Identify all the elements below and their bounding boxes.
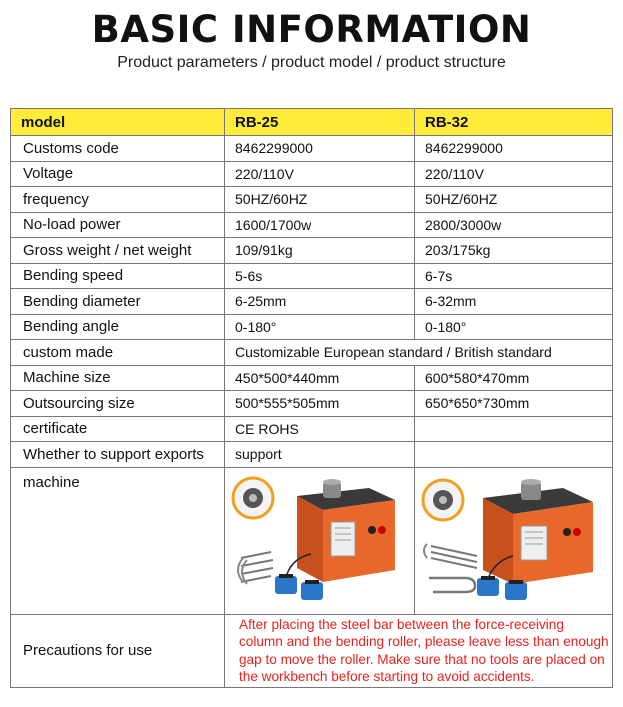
row-value-rb25: CE ROHS bbox=[225, 416, 415, 442]
precautions-row bbox=[11, 614, 613, 687]
row-value-rb32: 600*580*470mm bbox=[415, 365, 613, 391]
precautions-label: Precautions for use bbox=[11, 614, 225, 687]
table-row bbox=[11, 442, 613, 468]
machine-row bbox=[11, 467, 613, 614]
row-value-rb25: 220/110V bbox=[225, 161, 415, 187]
precautions-text: After placing the steel bar between the force-receiving column and the bending roller, please leave less than enough gap to move the roller. Make sure that no tools are placed on the workbench before starting to avoid accidents. bbox=[239, 616, 609, 684]
row-value-rb25: 500*555*505mm bbox=[225, 391, 415, 417]
table-row bbox=[11, 238, 613, 264]
bending-machine-rb25-image bbox=[227, 474, 411, 608]
row-label: Customs code bbox=[11, 136, 225, 162]
row-value-rb32 bbox=[415, 416, 613, 442]
row-label: Machine size bbox=[11, 365, 225, 391]
row-value-rb32: 0-180° bbox=[415, 314, 613, 340]
table-row bbox=[11, 365, 613, 391]
row-value-rb25: 6-25mm bbox=[225, 289, 415, 315]
precautions-cell bbox=[225, 614, 613, 687]
page-title: BASIC INFORMATION bbox=[91, 8, 532, 51]
row-label: Bending angle bbox=[11, 314, 225, 340]
row-value-rb32: 8462299000 bbox=[415, 136, 613, 162]
spec-table bbox=[10, 108, 613, 688]
row-value-rb25: support bbox=[225, 442, 415, 468]
row-label: Bending diameter bbox=[11, 289, 225, 315]
table-row bbox=[11, 340, 613, 366]
row-value-rb32: 6-7s bbox=[415, 263, 613, 289]
row-value-rb25: 1600/1700w bbox=[225, 212, 415, 238]
header-model-rb25: RB-25 bbox=[225, 109, 415, 136]
row-value-rb32: 50HZ/60HZ bbox=[415, 187, 613, 213]
bending-machine-rb32-image bbox=[417, 474, 609, 608]
table-row bbox=[11, 136, 613, 162]
row-value-rb25: 8462299000 bbox=[225, 136, 415, 162]
table-row bbox=[11, 391, 613, 417]
table-row bbox=[11, 263, 613, 289]
row-value-rb25: 5-6s bbox=[225, 263, 415, 289]
row-value-rb32: 650*650*730mm bbox=[415, 391, 613, 417]
machine-image-rb25 bbox=[225, 467, 415, 614]
row-label: certificate bbox=[11, 416, 225, 442]
row-label: Whether to support exports bbox=[11, 442, 225, 468]
row-value-rb32: 6-32mm bbox=[415, 289, 613, 315]
row-value-rb25: 0-180° bbox=[225, 314, 415, 340]
header-model-label: model bbox=[11, 109, 225, 136]
table-header-row bbox=[11, 109, 613, 136]
row-value-rb32: 2800/3000w bbox=[415, 212, 613, 238]
machine-label: machine bbox=[11, 467, 225, 614]
page-subtitle: Product parameters / product model / product structure bbox=[117, 54, 506, 71]
row-value-merged: Customizable European standard / British standard bbox=[225, 340, 613, 366]
row-label: Outsourcing size bbox=[11, 391, 225, 417]
row-value-rb32: 220/110V bbox=[415, 161, 613, 187]
row-label: Gross weight / net weight bbox=[11, 238, 225, 264]
table-row bbox=[11, 314, 613, 340]
row-value-rb25: 450*500*440mm bbox=[225, 365, 415, 391]
row-value-rb32 bbox=[415, 442, 613, 468]
row-value-rb25: 109/91kg bbox=[225, 238, 415, 264]
row-value-rb32: 203/175kg bbox=[415, 238, 613, 264]
row-label: Voltage bbox=[11, 161, 225, 187]
row-label: custom made bbox=[11, 340, 225, 366]
table-row bbox=[11, 212, 613, 238]
machine-image-rb32 bbox=[415, 467, 613, 614]
table-row bbox=[11, 187, 613, 213]
row-label: No-load power bbox=[11, 212, 225, 238]
row-value-rb25: 50HZ/60HZ bbox=[225, 187, 415, 213]
header-model-rb32: RB-32 bbox=[415, 109, 613, 136]
row-label: frequency bbox=[11, 187, 225, 213]
table-row bbox=[11, 289, 613, 315]
row-label: Bending speed bbox=[11, 263, 225, 289]
table-row bbox=[11, 161, 613, 187]
table-row bbox=[11, 416, 613, 442]
